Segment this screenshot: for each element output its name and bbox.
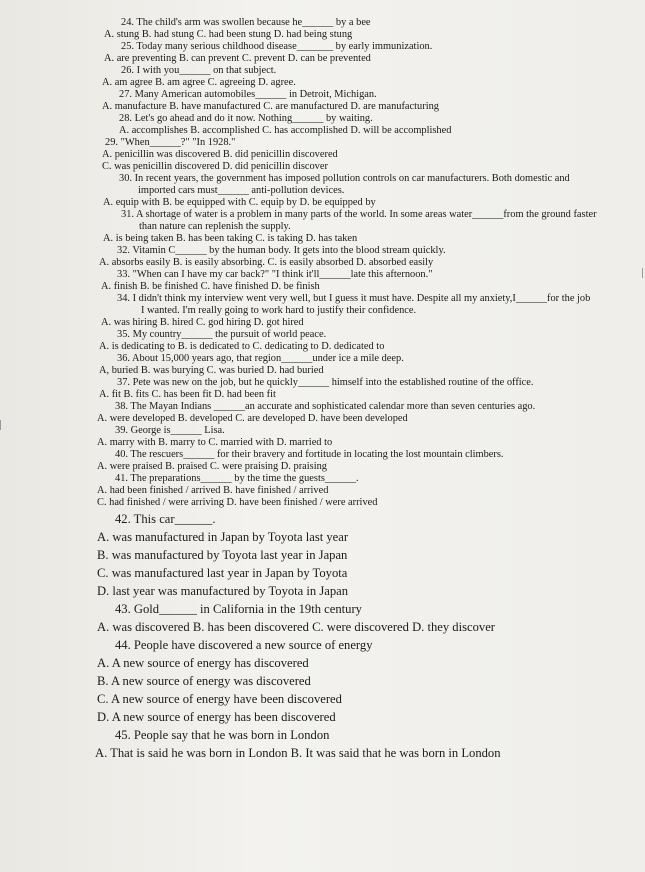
q29-options-cd: C. was penicillin discovered D. did penicillin discover: [102, 161, 328, 172]
q29-options-ab: A. penicillin was discovered B. did penicillin discovered: [102, 149, 338, 160]
q34-stem-cont: I wanted. I'm really going to work hard to justify their confidence.: [141, 305, 417, 316]
q31-stem: 31. A shortage of water is a problem in many parts of the world. In some areas water______from the ground faster: [121, 209, 597, 220]
q44-stem: 44. People have discovered a new source of energy: [115, 638, 373, 652]
q38-options: A. were developed B. developed C. are developed D. have been developed: [97, 413, 408, 424]
q25-options: A. are preventing B. can prevent C. prevent D. can be prevented: [104, 53, 371, 64]
q45-stem: 45. People say that he was born in London: [115, 728, 330, 742]
q34-options: A. was hiring B. hired C. god hiring D. got hired: [101, 317, 304, 328]
q42-option-c: C. was manufactured last year in Japan by Toyota: [97, 566, 348, 580]
q25-stem: 25. Today many serious childhood disease_______ by early immunization.: [121, 41, 433, 52]
left-edge-mark: [0, 420, 7, 430]
q43-stem: 43. Gold______ in California in the 19th century: [115, 602, 362, 616]
q26-options: A. am agree B. am agree C. agreeing D. agree.: [102, 77, 296, 88]
q39-options: A. marry with B. marry to C. married with D. married to: [97, 437, 333, 448]
q24-options: A. stung B. had stung C. had been stung D. had being stung: [104, 29, 353, 40]
q24-stem: 24. The child's arm was swollen because he______ by a bee: [121, 17, 371, 28]
q32-stem: 32. Vitamin C______ by the human body. It gets into the blood stream quickly.: [117, 245, 446, 256]
q32-options: A. absorbs easily B. is easily absorbing. C. is easily absorbed D. absorbed easily: [99, 257, 434, 268]
q43-options: A. was discovered B. has been discovered C. were discovered D. they discover: [97, 620, 495, 634]
q44-option-a: A. A new source of energy has discovered: [97, 656, 309, 670]
q36-stem: 36. About 15,000 years ago, that region______under ice a mile deep.: [117, 353, 404, 364]
q31-stem-cont: than nature can replenish the supply.: [139, 221, 291, 232]
q30-stem: 30. In recent years, the government has imposed pollution controls on car manufacturers. Both domestic and: [119, 173, 570, 184]
q27-stem: 27. Many American automobiles______ in Detroit, Michigan.: [119, 89, 377, 100]
q38-stem: 38. The Mayan Indians ______an accurate and sophisticated calendar more than seven centuries ago.: [115, 401, 536, 412]
q37-stem: 37. Pete was new on the job, but he quickly______ himself into the established routine of the office.: [117, 377, 534, 388]
q35-options: A. is dedicating to B. is dedicated to C. dedicating to D. dedicated to: [99, 341, 385, 352]
q27-options: A. manufacture B. have manufactured C. are manufactured D. are manufacturing: [102, 101, 439, 112]
q26-stem: 26. I with you______ on that subject.: [121, 65, 277, 76]
q42-stem: 42. This car______.: [115, 512, 216, 526]
q44-option-c: C. A new source of energy have been discovered: [97, 692, 342, 706]
q39-stem: 39. George is______ Lisa.: [115, 425, 225, 436]
q42-option-a: A. was manufactured in Japan by Toyota last year: [97, 530, 349, 544]
q28-options: A. accomplishes B. accomplished C. has accomplished D. will be accomplished: [119, 125, 452, 136]
q40-stem: 40. The rescuers______ for their bravery and fortitude in locating the lost mountain climbers.: [115, 449, 504, 460]
right-edge-mark: [636, 268, 643, 278]
q44-option-d: D. A new source of energy has been discovered: [97, 710, 336, 724]
q33-stem: 33. "When can I have my car back?" "I think it'll______late this afternoon.": [117, 269, 433, 280]
q40-options: A. were praised B. praised C. were praising D. praising: [97, 461, 327, 472]
q31-options: A. is being taken B. has been taking C. is taking D. has taken: [103, 233, 358, 244]
q41-options-ab: A. had been finished / arrived B. have finished / arrived: [97, 485, 329, 496]
q35-stem: 35. My country______ the pursuit of world peace.: [117, 329, 327, 340]
q33-options: A. finish B. be finished C. have finished D. be finish: [101, 281, 320, 292]
q41-options-cd: C. had finished / were arriving D. have been finished / were arrived: [97, 497, 378, 508]
q34-stem: 34. I didn't think my interview went very well, but I guess it must have. Despite all my anxiety,I______for the job: [117, 293, 591, 304]
q30-options: A. equip with B. be equipped with C. equip by D. be equipped by: [103, 197, 376, 208]
q42-option-d: D. last year was manufactured by Toyota in Japan: [97, 584, 349, 598]
q29-stem: 29. "When______?" "In 1928.": [105, 137, 236, 148]
q37-options: A. fit B. fits C. has been fit D. had been fit: [99, 389, 276, 400]
q45-options: A. That is said he was born in London B. It was said that he was born in London: [95, 746, 501, 760]
q28-stem: 28. Let's go ahead and do it now. Nothing______ by waiting.: [119, 113, 373, 124]
q41-stem: 41. The preparations______ by the time the guests______.: [115, 473, 359, 484]
q30-stem-cont: imported cars must______ anti-pollution devices.: [138, 185, 345, 196]
q44-option-b: B. A new source of energy was discovered: [97, 674, 311, 688]
q36-options: A, buried B. was burying C. was buried D. had buried: [99, 365, 324, 376]
q42-option-b: B. was manufactured by Toyota last year in Japan: [97, 548, 348, 562]
